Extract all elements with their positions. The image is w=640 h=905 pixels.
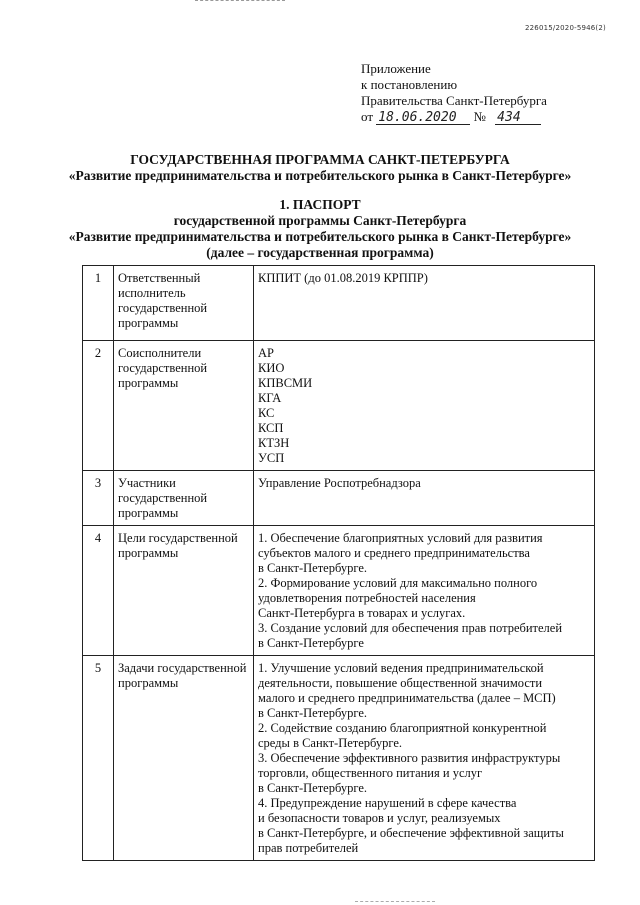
row-content-line: КИО bbox=[258, 361, 285, 375]
row-content-line: прав потребителей bbox=[258, 841, 359, 855]
document-number: 226015/2020-5946(2) bbox=[525, 24, 606, 32]
number-label: № bbox=[473, 109, 486, 124]
row-content-line: в Санкт-Петербурге bbox=[258, 636, 364, 650]
passport-title-line-3: «Развитие предпринимательства и потребительского рынка в Санкт-Петербурге» bbox=[68, 229, 572, 244]
row-label-line: Ответственный bbox=[118, 271, 201, 285]
program-title-line-1: ГОСУДАРСТВЕННАЯ ПРОГРАММА САНКТ-ПЕТЕРБУРГА bbox=[130, 152, 510, 167]
row-content bbox=[254, 656, 595, 861]
row-content-line: Санкт-Петербурга в товарах и услугах. bbox=[258, 606, 466, 620]
row-label-line: Задачи государственной bbox=[118, 661, 247, 675]
row-content-line: среды в Санкт-Петербурге. bbox=[258, 736, 403, 750]
row-label-line: программы bbox=[118, 316, 179, 330]
row-label-line: программы bbox=[118, 376, 179, 390]
row-label-line: программы bbox=[118, 676, 179, 690]
row-content-line: в Санкт-Петербурге. bbox=[258, 781, 367, 795]
row-content-line: КС bbox=[258, 406, 275, 420]
row-content-line: АР bbox=[258, 346, 274, 360]
row-number: 2 bbox=[83, 341, 114, 471]
row-content bbox=[254, 341, 595, 471]
row-content-line: Управление Роспотребнадзора bbox=[258, 476, 421, 490]
appendix-date-line bbox=[361, 109, 621, 125]
row-content-line: 2. Содействие созданию благоприятной конкурентной bbox=[258, 721, 547, 735]
row-label-line: программы bbox=[118, 546, 179, 560]
row-label bbox=[114, 341, 254, 471]
handwritten-date: 18.06.2020 bbox=[376, 111, 470, 125]
appendix-line-2: к постановлению bbox=[361, 77, 458, 92]
row-content-line: 4. Предупреждение нарушений в сфере качества bbox=[258, 796, 517, 810]
row-content-line: КТЗН bbox=[258, 436, 290, 450]
row-content-line: КСП bbox=[258, 421, 284, 435]
passport-table bbox=[82, 265, 595, 861]
row-content-line: КППИТ (до 01.08.2019 КРППР) bbox=[258, 271, 428, 285]
appendix-line-3: Правительства Санкт-Петербурга bbox=[361, 93, 547, 108]
row-content-line: торговли, общественного питания и услуг bbox=[258, 766, 483, 780]
row-content-line: 2. Формирование условий для максимально полного bbox=[258, 576, 538, 590]
row-label-line: государственной bbox=[118, 301, 208, 315]
row-number: 1 bbox=[83, 266, 114, 341]
table-row bbox=[83, 266, 595, 341]
program-title-line-2: «Развитие предпринимательства и потребительского рынка в Санкт-Петербурге» bbox=[68, 168, 572, 183]
row-label-line: исполнитель bbox=[118, 286, 186, 300]
row-label-line: Цели государственной bbox=[118, 531, 238, 545]
table-row bbox=[83, 526, 595, 656]
row-content-line: 3. Обеспечение эффективного развития инфраструктуры bbox=[258, 751, 561, 765]
row-label bbox=[114, 656, 254, 861]
row-content-line: КГА bbox=[258, 391, 282, 405]
row-content bbox=[254, 526, 595, 656]
row-content-line: деятельности, повышение общественной значимости bbox=[258, 676, 543, 690]
row-label-line: Соисполнители bbox=[118, 346, 202, 360]
program-title bbox=[0, 152, 640, 184]
row-label-line: Участники bbox=[118, 476, 176, 490]
row-content-line: 1. Улучшение условий ведения предпринимательской bbox=[258, 661, 544, 675]
row-label bbox=[114, 266, 254, 341]
row-label-line: государственной bbox=[118, 361, 208, 375]
row-content-line: 1. Обеспечение благоприятных условий для развития bbox=[258, 531, 543, 545]
row-content-line: малого и среднего предпринимательства (далее – МСП) bbox=[258, 691, 556, 705]
row-content-line: удовлетворения потребностей населения bbox=[258, 591, 476, 605]
row-content bbox=[254, 471, 595, 526]
appendix-block bbox=[361, 61, 621, 125]
table-row bbox=[83, 656, 595, 861]
row-label-line: государственной bbox=[118, 491, 208, 505]
row-content-line: в Санкт-Петербурге, и обеспечение эффективной защиты bbox=[258, 826, 564, 840]
appendix-line-1: Приложение bbox=[361, 61, 431, 76]
from-label: от bbox=[361, 109, 374, 124]
row-content-line: в Санкт-Петербурге. bbox=[258, 561, 367, 575]
passport-title bbox=[0, 197, 640, 261]
table-row bbox=[83, 471, 595, 526]
row-content-line: УСП bbox=[258, 451, 285, 465]
row-label-line: программы bbox=[118, 506, 179, 520]
table-row bbox=[83, 341, 595, 471]
row-label bbox=[114, 471, 254, 526]
passport-table-body bbox=[83, 266, 595, 861]
passport-title-line-4: (далее – государственная программа) bbox=[206, 245, 434, 260]
scan-top-mark bbox=[195, 0, 285, 2]
row-content-line: в Санкт-Петербурге. bbox=[258, 706, 367, 720]
handwritten-number: 434 bbox=[495, 111, 541, 125]
row-number: 5 bbox=[83, 656, 114, 861]
row-content-line: субъектов малого и среднего предпринимательства bbox=[258, 546, 530, 560]
row-content bbox=[254, 266, 595, 341]
row-number: 4 bbox=[83, 526, 114, 656]
row-content-line: 3. Создание условий для обеспечения прав потребителей bbox=[258, 621, 563, 635]
row-number: 3 bbox=[83, 471, 114, 526]
row-label bbox=[114, 526, 254, 656]
row-content-line: и безопасности товаров и услуг, реализуемых bbox=[258, 811, 501, 825]
scan-bottom-mark bbox=[355, 901, 435, 902]
passport-title-line-1: 1. ПАСПОРТ bbox=[279, 197, 361, 212]
row-content-line: КПВСМИ bbox=[258, 376, 313, 390]
passport-title-line-2: государственной программы Санкт-Петербурга bbox=[173, 213, 467, 228]
